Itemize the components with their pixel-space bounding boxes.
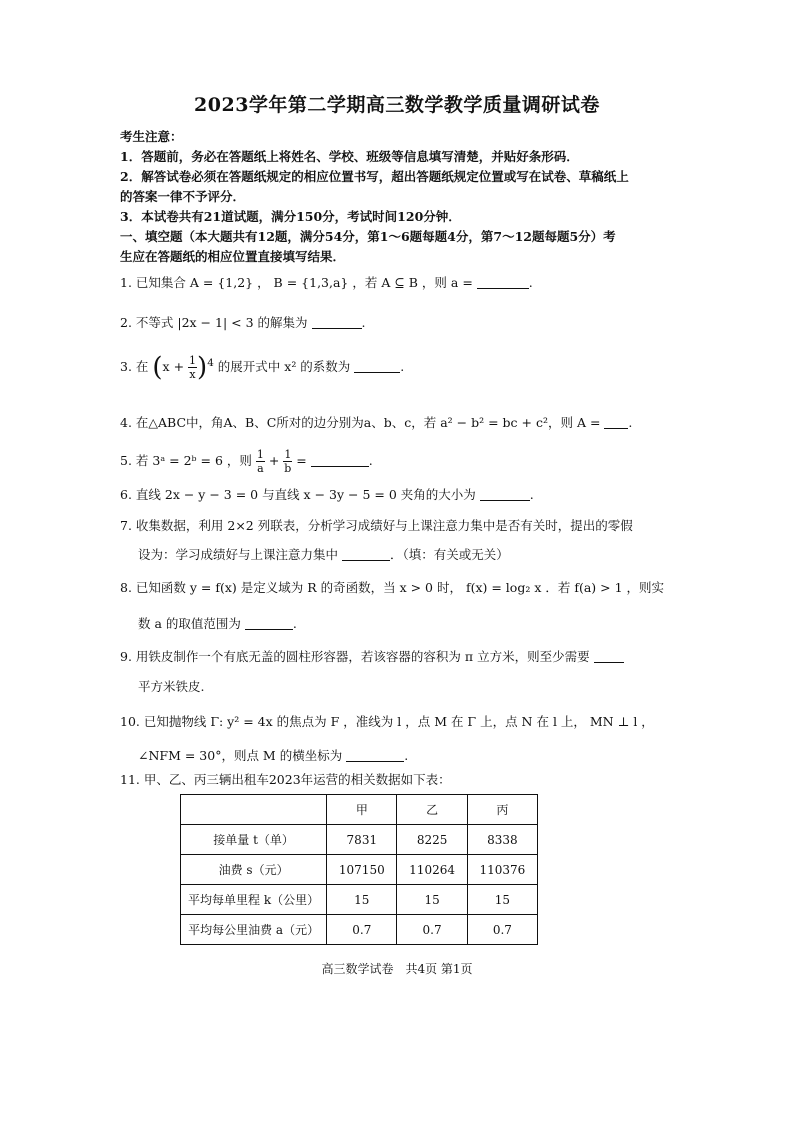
table-row (181, 855, 538, 885)
table-cell: 110264 (397, 855, 467, 885)
notice-heading: 考生注意： (120, 129, 183, 144)
answer-blank-6[interactable] (480, 488, 530, 501)
answer-blank-8[interactable] (245, 617, 293, 630)
table-cell: 8225 (397, 825, 467, 855)
question-3: 3. 在 (x + $\frac{1}{x}$ )$^4$ 的展开式中 x² 的系数为 . (120, 352, 405, 383)
question-6-text: 6. 直线 2x − y − 3 = 0 与直线 x − 3y − 5 = 0 夹角的大小为 (120, 487, 476, 502)
answer-blank-2[interactable] (312, 316, 362, 329)
fraction-1-over-b: $\frac{1}{b}$ (284, 448, 292, 475)
notice-item-3: 3．本试卷共有21道试题，满分150分，考试时间120分钟． (120, 209, 461, 224)
table-cell: 110376 (467, 855, 537, 885)
notice-item-2-cont: 的答案一律不予评分． (120, 189, 246, 204)
question-10: 10. 已知抛物线 Γ: y² = 4x 的焦点为 F ，准线为 l ，点 M 在 Γ 上，点 N 在 l 上， MN ⊥ l ， (120, 714, 654, 729)
table-row-label: 平均每单里程 k（公里） (181, 885, 327, 915)
answer-blank-1[interactable] (477, 276, 529, 289)
question-5: 5. 若 3ᵃ = 2ᵇ = 6 ，则 $\frac{1}{a}$ + $\frac{1}{b}$ = . (120, 448, 373, 475)
table-cell: 8338 (467, 825, 537, 855)
table-cell: 0.7 (467, 915, 537, 945)
answer-blank-3[interactable] (354, 360, 400, 373)
fraction: $\frac{1}{x}$ (189, 354, 197, 381)
question-7: 7. 收集数据，利用 2×2 列联表，分析学习成绩好与上课注意力集中是否有关时，提出的零假 (120, 518, 633, 533)
notice-item-1: 1．答题前，务必在答题纸上将姓名、学校、班级等信息填写清楚，并贴好条形码． (120, 149, 579, 164)
table-header-cell (181, 795, 327, 825)
table-cell: 0.7 (397, 915, 467, 945)
answer-blank-9[interactable] (594, 650, 624, 663)
table-cell: 15 (467, 885, 537, 915)
table-cell: 7831 (327, 825, 397, 855)
fraction-1-over-a: $\frac{1}{a}$ (256, 448, 264, 475)
question-11: 11. 甲、乙、丙三辆出租车2023年运营的相关数据如下表： (120, 772, 451, 787)
answer-blank-4[interactable] (604, 416, 628, 429)
table-cell: 0.7 (327, 915, 397, 945)
table-cell: 15 (327, 885, 397, 915)
exam-title: 2023学年第二学期高三数学教学质量调研试卷 (194, 94, 600, 116)
table-header-row (181, 795, 538, 825)
question-9-cont: 平方米铁皮. (138, 679, 205, 694)
table-row (181, 825, 538, 855)
question-7-cont: 设为：学习成绩好与上课注意力集中 ．（填：有关或无关） (138, 547, 509, 562)
table-header-cell: 甲 (327, 795, 397, 825)
question-1-text: 1. 已知集合 A = {1,2} ， B = {1,3,a} ，若 A ⊆ B ，则 a = (120, 275, 473, 290)
section1-instructions: 一、填空题（本大题共有12题，满分54分，第1～6题每题4分，第7～12题每题5分）考 (120, 229, 616, 244)
table-row (181, 885, 538, 915)
answer-blank-7[interactable] (342, 548, 390, 561)
section1-instructions-cont: 生应在答题纸的相应位置直接填写结果． (120, 249, 346, 264)
question-2: 2. 不等式 |2x − 1| < 3 的解集为 . (120, 315, 366, 330)
question-4: 4. 在△ABC中，角A、B、C所对的边分别为a、b、c，若 a² − b² = bc + c²，则 A = . (120, 415, 633, 430)
table-row-label: 平均每公里油费 a（元） (181, 915, 327, 945)
table-row-label: 油费 s（元） (181, 855, 327, 885)
table-row-label: 接单量 t（单） (181, 825, 327, 855)
notice-item-2: 2．解答试卷必须在答题纸规定的相应位置书写，超出答题纸规定位置或写在试卷、草稿纸上 (120, 169, 629, 184)
answer-blank-10[interactable] (346, 749, 404, 762)
question-8: 8. 已知函数 y = f(x) 是定义域为 R 的奇函数，当 x > 0 时， f(x) = log₂ x ．若 f(a) > 1 ，则实 (120, 580, 664, 595)
table-header-cell: 乙 (397, 795, 467, 825)
table-row (181, 915, 538, 945)
table-cell: 107150 (327, 855, 397, 885)
question-8-cont: 数 a 的取值范围为 . (138, 616, 297, 631)
question-2-text: 2. 不等式 |2x − 1| < 3 的解集为 (120, 315, 308, 330)
table-header-cell: 丙 (467, 795, 537, 825)
question-9: 9. 用铁皮制作一个有底无盖的圆柱形容器，若该容器的容积为 π 立方米，则至少需要 (120, 647, 624, 665)
answer-blank-5[interactable] (311, 454, 369, 467)
question-10-cont: ∠NFM = 30°，则点 M 的横坐标为 . (138, 748, 409, 763)
question-4-text: 4. 在△ABC中，角A、B、C所对的边分别为a、b、c，若 a² − b² = bc + c²，则 A = (120, 415, 601, 430)
page-footer: 高三数学试卷 共4页 第1页 (321, 962, 473, 976)
table-cell: 15 (397, 885, 467, 915)
taxi-data-table (180, 794, 538, 945)
question-6: 6. 直线 2x − y − 3 = 0 与直线 x − 3y − 5 = 0 夹角的大小为 . (120, 487, 534, 502)
question-1: 1. 已知集合 A = {1,2} ， B = {1,3,a} ，若 A ⊆ B ，则 a = . (120, 275, 533, 290)
